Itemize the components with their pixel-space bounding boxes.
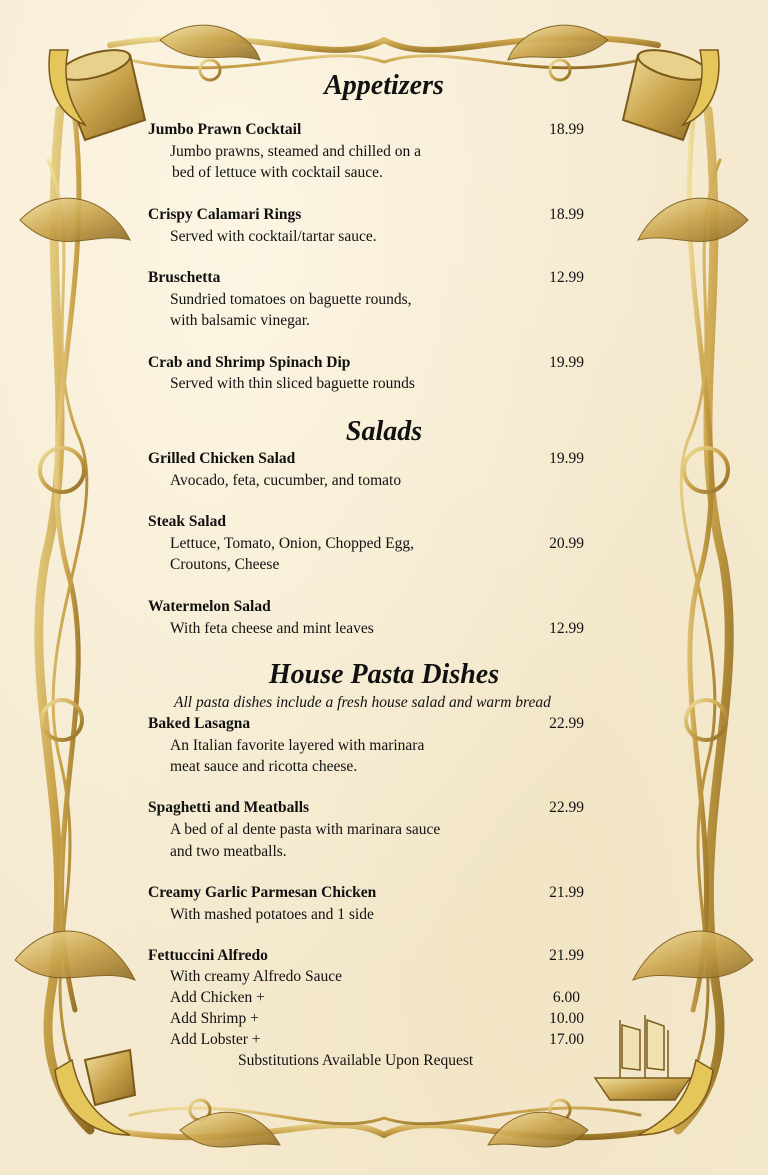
item-name: Creamy Garlic Parmesan Chicken (148, 884, 377, 901)
item-name: Crispy Calamari Rings (148, 206, 302, 223)
addon-label: Add Shrimp + (170, 1010, 259, 1027)
addon-label: Add Lobster + (170, 1031, 261, 1048)
item-name: Crab and Shrimp Spinach Dip (148, 354, 351, 371)
item-name: Steak Salad (148, 513, 226, 530)
item-description: bed of lettuce with cocktail sauce. (172, 164, 383, 181)
item-price: 22.99 (549, 799, 584, 816)
item-description: With feta cheese and mint leaves (170, 620, 374, 637)
item-description: Croutons, Cheese (170, 556, 280, 573)
item-price: 21.99 (549, 947, 584, 964)
section-title-appetizers: Appetizers (324, 70, 444, 101)
item-price: 19.99 (549, 354, 584, 371)
item-description: With mashed potatoes and 1 side (170, 906, 374, 923)
item-name: Watermelon Salad (148, 598, 271, 615)
item-price: 12.99 (549, 620, 584, 637)
item-name: Fettuccini Alfredo (148, 947, 268, 964)
item-price: 22.99 (549, 715, 584, 732)
section-title-pasta: House Pasta Dishes (268, 659, 500, 690)
item-price: 19.99 (549, 450, 584, 467)
item-name: Jumbo Prawn Cocktail (148, 121, 302, 138)
item-price: 12.99 (549, 269, 584, 286)
item-description: Served with thin sliced baguette rounds (170, 375, 415, 392)
item-price: 21.99 (549, 884, 584, 901)
addon-label: Add Chicken + (170, 989, 265, 1006)
item-description: and two meatballs. (170, 843, 287, 860)
item-description: Lettuce, Tomato, Onion, Chopped Egg, (170, 535, 415, 552)
addon-price: 17.00 (549, 1031, 584, 1048)
addon-price: 6.00 (552, 989, 580, 1006)
addon-price: 10.00 (549, 1010, 584, 1027)
item-price: 20.99 (549, 535, 584, 552)
item-description: An Italian favorite layered with marinara (170, 737, 425, 754)
item-description: Served with cocktail/tartar sauce. (170, 228, 377, 245)
substitutions-note: Substitutions Available Upon Request (238, 1052, 474, 1069)
item-name: Spaghetti and Meatballs (148, 799, 310, 816)
item-name: Bruschetta (148, 269, 221, 286)
item-description: A bed of al dente pasta with marinara sauce (170, 821, 441, 838)
item-name: Grilled Chicken Salad (148, 450, 296, 467)
item-description: Avocado, feta, cucumber, and tomato (170, 472, 402, 489)
item-price: 18.99 (549, 121, 584, 138)
item-description: Sundried tomatoes on baguette rounds, (170, 291, 412, 308)
item-name: Baked Lasagna (148, 715, 251, 732)
item-description: with balsamic vinegar. (170, 312, 310, 329)
pasta-note: All pasta dishes include a fresh house salad and warm bread (174, 694, 551, 711)
item-price: 18.99 (549, 206, 584, 223)
section-title-salads: Salads (345, 416, 423, 447)
item-description: With creamy Alfredo Sauce (170, 968, 342, 985)
item-description: Jumbo prawns, steamed and chilled on a (170, 143, 421, 160)
item-description: meat sauce and ricotta cheese. (170, 758, 358, 775)
